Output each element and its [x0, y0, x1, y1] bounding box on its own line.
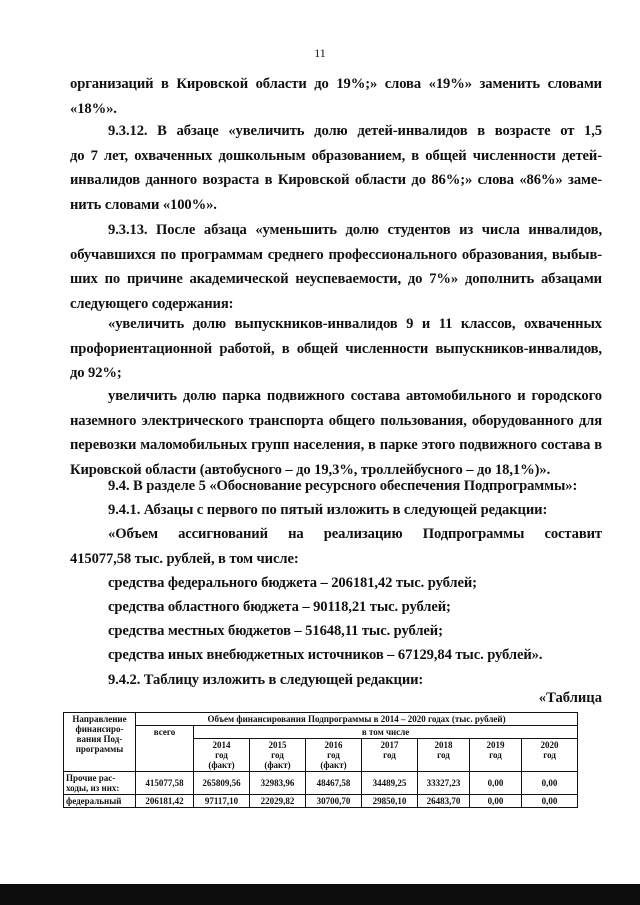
section-9-4	[70, 474, 602, 692]
paragraph-transport: увеличить долю парка подвижного состава автомобильного и городского наземного электрического транспорта общего пользования, оборудованного для перевозки маломобильных групп населения, в парке этого подвижного состава в Кировской области (автобусного – до 19,3%, троллейбусного – до 18,1%)».	[70, 388, 602, 478]
year-header: 2015 год (факт)	[250, 739, 306, 772]
paragraph-9-3-12: 9.3.12. В абзаце «увеличить долю детей-инвалидов в возрасте от 1,5 до 7 лет, охваченных дошкольным образованием, в общей численности детей- инвалидов данного возраста в Кировской области до 86%;» слова «86%» заме- нить словами «100%».	[70, 123, 602, 213]
regional-funds: средства областного бюджета – 90118,21 тыс. рублей;	[108, 599, 451, 616]
year-header: 2020 год	[522, 739, 578, 772]
header-direction: Направление финансиро-вания Под-программы	[64, 713, 136, 772]
page-number: 11	[314, 46, 326, 60]
year-header: 2014 год (факт)	[194, 739, 250, 772]
header-including: в том числе	[194, 726, 578, 739]
volume-line-1: «Объем ассигнований на реализацию Подпрограммы составит	[108, 526, 602, 543]
paragraph-9-3-13: 9.3.13. После абзаца «уменьшить долю студентов из числа инвалидов, обучавшихся по программам среднего профессионального образования, выбыв- ших по причине академической неуспеваемости, до 7%» дополнить абзацами следующего содержания:	[70, 222, 602, 312]
section-9-4-2: 9.4.2. Таблицу изложить в следующей редакции:	[108, 671, 424, 688]
scan-edge-bar	[0, 884, 640, 905]
year-header: 2017 год	[362, 739, 418, 772]
year-header: 2018 год	[418, 739, 470, 772]
header-total: всего	[136, 726, 194, 772]
section-9-4-1: 9.4.1. Абзацы с первого по пятый изложить в следующей редакции:	[108, 502, 548, 519]
federal-funds: средства федерального бюджета – 206181,42 тыс. рублей;	[108, 574, 477, 591]
paragraph-continuation: организаций в Кировской области до 19%;» слова «19%» заменить словами «18%».	[70, 76, 602, 117]
volume-line-2: 415077,58 тыс. рублей, в том числе:	[70, 550, 299, 567]
table-label: «Таблица	[538, 690, 602, 706]
year-header: 2019 год	[470, 739, 522, 772]
other-funds: средства иных внебюджетных источников – 67129,84 тыс. рублей».	[108, 647, 543, 664]
section-9-4-heading: 9.4. В разделе 5 «Обоснование ресурсного обеспечения Подпрограммы»:	[108, 478, 578, 494]
table-row: федеральный 206181,42 97117,10 22029,82 30700,70 29850,10 26483,70 0,00 0,00	[64, 795, 578, 808]
local-funds: средства местных бюджетов – 51648,11 тыс. рублей;	[108, 623, 443, 640]
header-volume: Объем финансирования Подпрограммы в 2014 – 2020 годах (тыс. рублей)	[136, 713, 578, 726]
table-row: Прочие рас-ходы, из них: 415077,58 265809,56 32983,96 48467,58 34489,25 33327,23 0,00 0,00	[64, 772, 578, 795]
year-header: 2016 год (факт)	[306, 739, 362, 772]
paragraph-graduates: «увеличить долю выпускников-инвалидов 9 и 11 классов, охваченных профориентационной работой, в общей численности выпускников-инвалидов, до 92%;	[70, 316, 602, 381]
funding-table	[63, 712, 578, 808]
